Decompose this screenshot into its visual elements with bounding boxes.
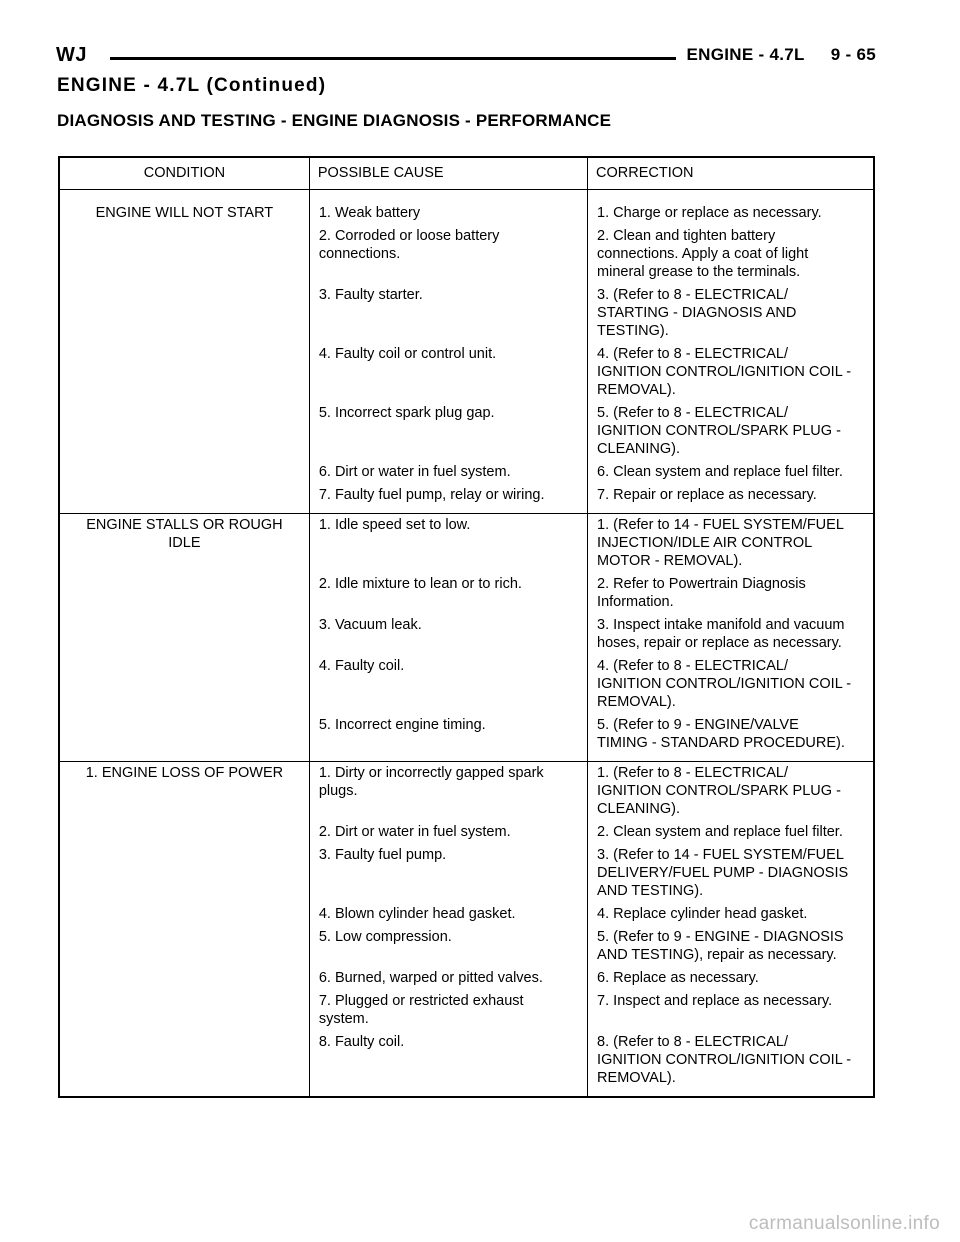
possible-cause-cell (309, 821, 587, 844)
header-section-title: ENGINE - 4.7L (686, 45, 805, 64)
header-rule (110, 57, 676, 60)
correction-text: 4. (Refer to 8 - ELECTRICAL/ IGNITION CONTROL/IGNITION COIL - REMOVAL). (597, 658, 852, 710)
possible-cause-cell (309, 225, 587, 284)
correction-cell (588, 284, 874, 343)
table-row (59, 190, 874, 226)
correction-text: 3. (Refer to 14 - FUEL SYSTEM/FUEL DELIVERY/FUEL PUMP - DIAGNOSIS AND TESTING). (597, 847, 849, 899)
possible-cause-text: 8. Faulty coil. (318, 1034, 405, 1050)
condition-text: ENGINE STALLS OR ROUGH IDLE (86, 517, 283, 551)
possible-cause-text: 3. Vacuum leak. (318, 617, 422, 633)
correction-text: 5. (Refer to 8 - ELECTRICAL/ IGNITION CONTROL/SPARK PLUG - CLEANING). (597, 405, 841, 457)
possible-cause-text: 3. Faulty starter. (318, 287, 423, 303)
correction-cell (588, 926, 874, 967)
correction-text: 2. Clean and tighten battery connections. Apply a coat of light mineral grease to the terminals. (597, 228, 809, 280)
possible-cause-text: 1. Idle speed set to low. (318, 517, 471, 533)
page-header (56, 44, 876, 68)
possible-cause-cell (309, 484, 587, 514)
correction-text: 7. Inspect and replace as necessary. (597, 993, 833, 1009)
possible-cause-text: 2. Corroded or loose battery connections. (318, 228, 500, 262)
correction-cell (588, 821, 874, 844)
possible-cause-text: 1. Dirty or incorrectly gapped spark plugs. (318, 765, 544, 799)
possible-cause-cell (309, 990, 587, 1031)
possible-cause-text: 6. Burned, warped or pitted valves. (318, 970, 543, 986)
possible-cause-text: 5. Low compression. (318, 929, 452, 945)
possible-cause-cell (309, 514, 587, 574)
correction-text: 1. (Refer to 14 - FUEL SYSTEM/FUEL INJECTION/IDLE AIR CONTROL MOTOR - REMOVAL). (597, 517, 844, 569)
possible-cause-text: 4. Blown cylinder head gasket. (318, 906, 516, 922)
correction-text: 3. Inspect intake manifold and vacuum hoses, repair or replace as necessary. (597, 617, 845, 651)
correction-cell (588, 903, 874, 926)
possible-cause-cell (309, 461, 587, 484)
possible-cause-text: 5. Incorrect engine timing. (318, 717, 486, 733)
header-right (687, 45, 876, 65)
correction-cell (588, 967, 874, 990)
correction-text: 4. Replace cylinder head gasket. (597, 906, 808, 922)
correction-cell (588, 461, 874, 484)
correction-text: 2. Clean system and replace fuel filter. (597, 824, 843, 840)
possible-cause-cell (309, 190, 587, 226)
possible-cause-cell (309, 1031, 587, 1097)
possible-cause-text: 2. Idle mixture to lean or to rich. (318, 576, 522, 592)
possible-cause-cell (309, 903, 587, 926)
possible-cause-text: 3. Faulty fuel pump. (318, 847, 447, 863)
correction-cell (588, 655, 874, 714)
correction-cell (588, 844, 874, 903)
possible-cause-text: 1. Weak battery (318, 205, 421, 221)
condition-cell (59, 762, 309, 1098)
possible-cause-text: 7. Plugged or restricted exhaust system. (318, 993, 524, 1027)
correction-text: 6. Replace as necessary. (597, 970, 759, 986)
table-body (59, 190, 874, 1098)
header-model: WJ (56, 44, 87, 66)
possible-cause-text: 5. Incorrect spark plug gap. (318, 405, 495, 421)
continued-title: ENGINE - 4.7L (Continued) (57, 75, 327, 96)
possible-cause-cell (309, 573, 587, 614)
correction-cell (588, 614, 874, 655)
correction-cell (588, 343, 874, 402)
correction-text: 4. (Refer to 8 - ELECTRICAL/ IGNITION CONTROL/IGNITION COIL - REMOVAL). (597, 346, 852, 398)
possible-cause-cell (309, 614, 587, 655)
possible-cause-text: 7. Faulty fuel pump, relay or wiring. (318, 487, 545, 503)
possible-cause-text: 2. Dirt or water in fuel system. (318, 824, 511, 840)
possible-cause-cell (309, 844, 587, 903)
correction-cell (588, 514, 874, 574)
correction-cell (588, 573, 874, 614)
condition-text: 1. ENGINE LOSS OF POWER (85, 765, 284, 781)
correction-cell (588, 762, 874, 822)
correction-text: 1. Charge or replace as necessary. (597, 205, 822, 221)
correction-text: 1. (Refer to 8 - ELECTRICAL/ IGNITION CONTROL/SPARK PLUG - CLEANING). (597, 765, 841, 817)
condition-cell (59, 190, 309, 514)
possible-cause-cell (309, 655, 587, 714)
correction-cell (588, 402, 874, 461)
possible-cause-cell (309, 926, 587, 967)
correction-cell (588, 190, 874, 226)
correction-cell (588, 484, 874, 514)
correction-text: 3. (Refer to 8 - ELECTRICAL/ STARTING - DIAGNOSIS AND TESTING). (597, 287, 797, 339)
possible-cause-cell (309, 284, 587, 343)
possible-cause-cell (309, 967, 587, 990)
correction-text: 5. (Refer to 9 - ENGINE/VALVE TIMING - STANDARD PROCEDURE). (597, 717, 845, 751)
possible-cause-cell (309, 402, 587, 461)
possible-cause-text: 6. Dirt or water in fuel system. (318, 464, 511, 480)
header-page-number: 9 - 65 (830, 45, 876, 64)
column-header-condition: CONDITION (59, 157, 309, 190)
correction-text: 8. (Refer to 8 - ELECTRICAL/ IGNITION CONTROL/IGNITION COIL - REMOVAL). (597, 1034, 852, 1086)
correction-text: 6. Clean system and replace fuel filter. (597, 464, 843, 480)
table-header-row (59, 157, 874, 190)
correction-cell (588, 714, 874, 762)
possible-cause-text: 4. Faulty coil or control unit. (318, 346, 497, 362)
condition-text: ENGINE WILL NOT START (95, 205, 274, 221)
table-row (59, 762, 874, 822)
column-header-correction: CORRECTION (588, 157, 874, 190)
correction-text: 2. Refer to Powertrain Diagnosis Information. (597, 576, 806, 610)
column-header-possible-cause: POSSIBLE CAUSE (309, 157, 587, 190)
possible-cause-text: 4. Faulty coil. (318, 658, 405, 674)
possible-cause-cell (309, 762, 587, 822)
correction-text: 7. Repair or replace as necessary. (597, 487, 817, 503)
section-title: DIAGNOSIS AND TESTING - ENGINE DIAGNOSIS - PERFORMANCE (57, 111, 612, 130)
table-row (59, 514, 874, 574)
correction-cell (588, 1031, 874, 1097)
diagnosis-table (58, 156, 875, 1098)
correction-cell (588, 990, 874, 1031)
correction-cell (588, 225, 874, 284)
watermark: carmanualsonline.info (748, 1213, 940, 1234)
correction-text: 5. (Refer to 9 - ENGINE - DIAGNOSIS AND TESTING), repair as necessary. (597, 929, 844, 963)
possible-cause-cell (309, 343, 587, 402)
condition-cell (59, 514, 309, 762)
possible-cause-cell (309, 714, 587, 762)
